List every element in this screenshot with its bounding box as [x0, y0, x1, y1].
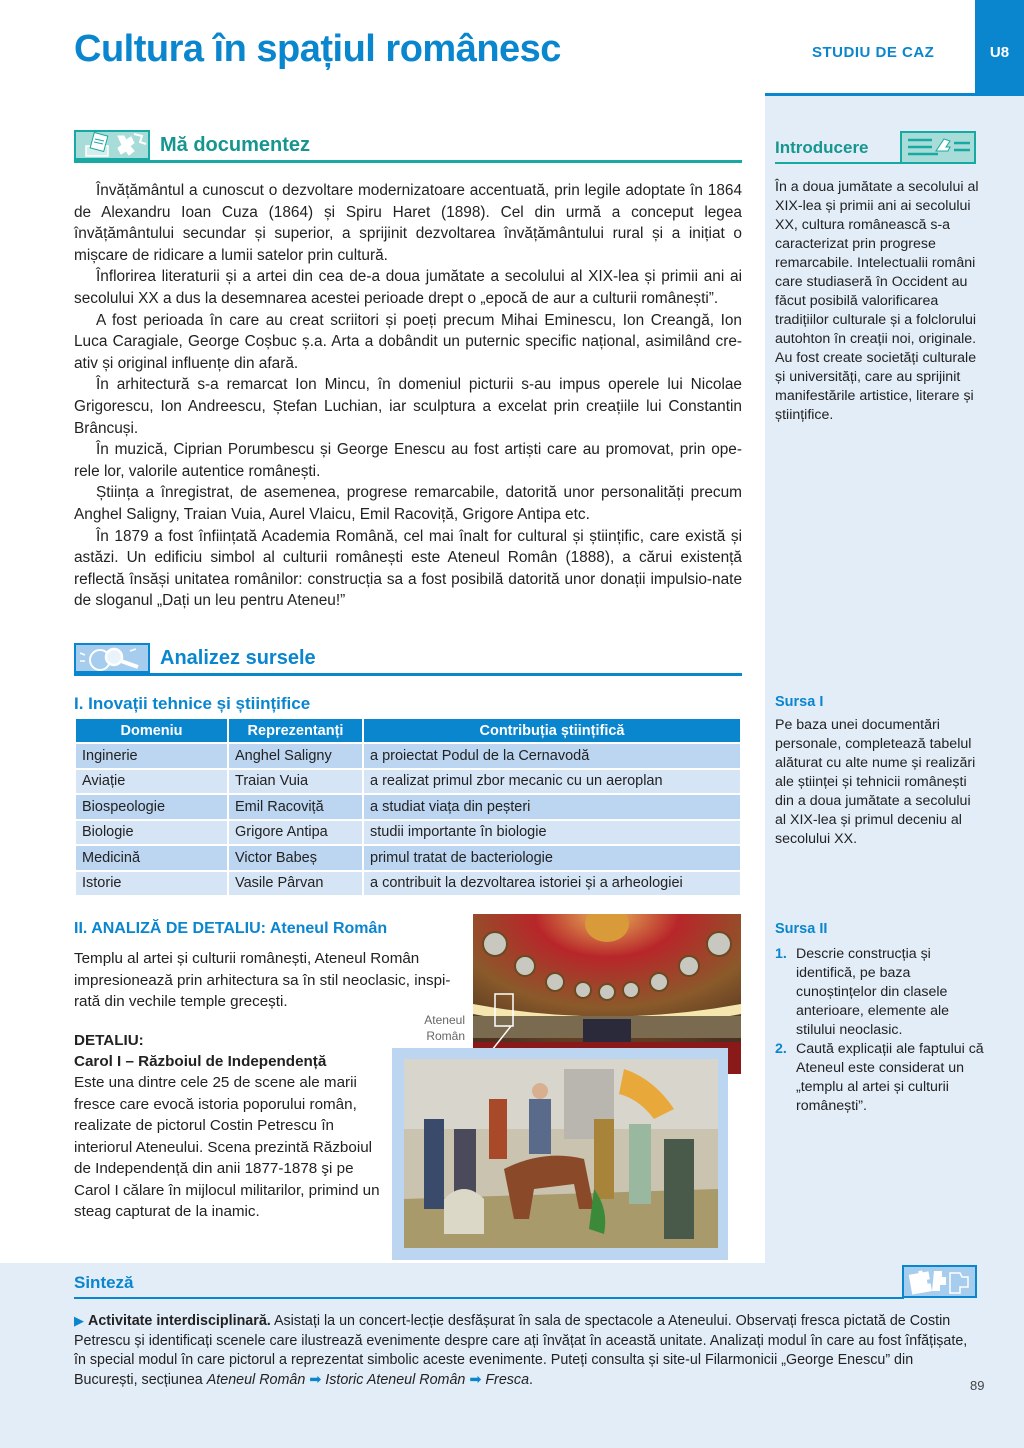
bullet-triangle-icon: ▶: [74, 1313, 84, 1328]
column-header: Domeniu: [76, 719, 227, 742]
paragraph: În muzică, Ciprian Porumbescu și George Enescu au fost artiști care au promovat, prin ope-rele lor, valorile autentice românești.: [74, 441, 742, 480]
table-header-row: [76, 719, 740, 742]
unit-tab: U8: [975, 0, 1024, 93]
path-step: Istoric Ateneul Român: [325, 1371, 466, 1388]
analizez-sursele-header: [74, 640, 742, 676]
cell-domeniu: Biologie: [76, 821, 227, 845]
sentence-end: .: [529, 1371, 534, 1388]
sursa2-list: [775, 945, 985, 1116]
arrow-right-icon: ➡: [469, 1371, 482, 1388]
image-caption: [400, 1012, 465, 1044]
cell-reprezentanti: Emil Racoviță: [229, 795, 362, 819]
item-number: 1.: [775, 946, 787, 962]
caption-line: Ateneul: [424, 1013, 465, 1027]
cell-contributie: primul tratat de bacteriologie: [364, 846, 740, 870]
activity-text: Asistați la un concert-lecție desfășurat în sala de spectacole a Ateneului. Observați fresca pictată de Costin Petrescu și identificați scenele care ilustrează evenimente despre care ați învățat în această unitate. Analizați modul în care au fost înfățișate, în special modul în care pictorul a reprezentat simbolic aceste evenimente. Puteți consulta și site-ul Filarmonicii „George Enescu” din București, secțiunea: [74, 1313, 968, 1388]
path-step: Ateneul Român: [206, 1371, 306, 1388]
caption-line: Român: [426, 1029, 465, 1043]
introducere-underline: [775, 162, 900, 164]
sinteza-text: [74, 1311, 978, 1390]
section-title: Mă documentez: [160, 134, 311, 156]
cell-reprezentanti: Anghel Saligny: [229, 744, 362, 768]
list-item: [775, 1040, 985, 1116]
path-step: Fresca: [485, 1371, 530, 1388]
sinteza-header: [74, 1270, 904, 1299]
cell-contributie: a realizat primul zbor mecanic cu un aeroplan: [364, 770, 740, 794]
cell-reprezentanti: Traian Vuia: [229, 770, 362, 794]
introducere-title: Introducere: [775, 138, 869, 157]
cell-contributie: a studiat viața din peșteri: [364, 795, 740, 819]
table-row: [76, 770, 740, 794]
sursa1-text: Pe baza unei documentări personale, completează tabelul alăturat cu alte nume și realizări ale științei și tehnicii românești din a doua jumătate a secolului al XIX-lea și primul deceniu al secolului XX.: [775, 717, 976, 847]
detail-text: Este una dintre cele 25 de scene ale marii fresce care evocă istoria poporului român, realizate de pictorul Costin Petrescu în interiorul Ateneului. Scena prezintă Războiul de Independență din anii 1877-1878 şi pe Carol I călare în mijlocul militarilor, primind un steag capturat de la inamic.: [74, 1074, 380, 1220]
table-row: [76, 821, 740, 845]
globe-magnifier-icon: [74, 643, 150, 673]
cell-domeniu: Medicină: [76, 846, 227, 870]
cell-contributie: studii importante în biologie: [364, 821, 740, 845]
part2-title: II. ANALIZĂ DE DETALIU: Ateneul Român: [74, 920, 388, 937]
cell-contributie: a proiectat Podul de la Cernavodă: [364, 744, 740, 768]
item-text: Descrie construcția și identifică, pe baza cunoștințelor din clasele anterioare, elemente ale stilului neoclasic.: [796, 946, 950, 1038]
table-row: [76, 744, 740, 768]
item-text: Caută explicații ale faptului că Ateneul este considerat un „templu al artei și culturii românești”.: [796, 1041, 984, 1114]
part2-intro: Templu al artei și culturii românești, Ateneul Român impresionează prin arhitectura sa în stil neoclasic, inspi-rată din vechile temple grecești.: [74, 950, 451, 1010]
activity-lead: Activitate interdisciplinară.: [88, 1313, 271, 1329]
page-title: Cultura în spațiul românesc: [74, 28, 561, 70]
cell-domeniu: Istorie: [76, 872, 227, 896]
section-title: Sinteză: [74, 1273, 134, 1292]
table-row: [76, 872, 740, 896]
cell-reprezentanti: Grigore Antipa: [229, 821, 362, 845]
section-title: Analizez sursele: [160, 647, 316, 669]
paragraph: A fost perioada în care au creat scriitori și poeți precum Mihai Eminescu, Ion Creangă, Ion Luca Caragiale, George Coșbuc ș.a. Arta a dobândit un puternic specific național, asimilând cre-ativ și original influențe din afară.: [74, 311, 742, 372]
paragraph: Învățământul a cunoscut o dezvoltare modernizatoare accentuată, prin legile adoptate în 1864 de Alexandru Ioan Cuza (1864) și Spiru Haret (1898). Cel din urmă a conceput legea învățământului secundar și superior, a sprijinit dezvoltarea învățământului rural și a inițiat o mișcare de ridicare a lumii satelor prin cultură.: [74, 182, 742, 264]
cell-domeniu: Inginerie: [76, 744, 227, 768]
cell-domeniu: Aviație: [76, 770, 227, 794]
paragraph: În arhitectură s-a remarcat Ion Mincu, în domeniul picturii s-au impus operele lui Nicolae Grigorescu, Ion Andreescu, Ștefan Luchian, iar sculptura a excelat prin creațiile lui Constantin Brâncuși.: [74, 376, 742, 437]
cell-reprezentanti: Victor Babeș: [229, 846, 362, 870]
fresco-image: [404, 1059, 718, 1248]
section-label: STUDIU DE CAZ: [812, 44, 935, 61]
cell-domeniu: Biospeologie: [76, 795, 227, 819]
item-number: 2.: [775, 1041, 787, 1057]
ma-documentez-text: [74, 180, 742, 612]
paragraph: Înflorirea literaturii și a artei din cea de-a doua jumătate a secolului al XIX-lea și primii ani ai secolului XX a dus la desemnarea acestei perioade drept o „epocă de aur a culturii românești”.: [74, 268, 742, 307]
list-item: [775, 945, 985, 1040]
sursa2-title: Sursa II: [775, 921, 828, 937]
column-header: Reprezentanți: [229, 719, 362, 742]
puzzle-icon: [902, 1265, 977, 1298]
paragraph: În 1879 a fost înființată Academia Română, cel mai înalt for cultural și științific, care există și astăzi. Un edificiu simbol al culturii românești este Ateneul Român (1888), a cărui existență reflectă însăși unitatea românilor: construcția sa a fost posibilă datorită unor donații impulsio-nate de sloganul „Dați un leu pentru Ateneu!”: [74, 527, 742, 610]
detail-title: Carol I – Războiul de Independență: [74, 1053, 327, 1070]
detail-label: DETALIU:: [74, 1032, 144, 1049]
cell-reprezentanti: Vasile Pârvan: [229, 872, 362, 896]
documents-puzzle-icon: [74, 130, 150, 160]
paragraph: Știința a înregistrat, de asemenea, progrese remarcabile, datorită unor personalități precum Anghel Saligny, Traian Vuia, Aurel Vlaicu, Emil Racoviță, Grigore Antipa etc.: [74, 484, 742, 523]
table-row: [76, 846, 740, 870]
column-header: Contribuția științifică: [364, 719, 740, 742]
page-number: 89: [970, 1378, 985, 1393]
part1-title: I. Inovații tehnice și științifice: [74, 694, 311, 713]
sursa1-title: Sursa I: [775, 694, 824, 710]
ma-documentez-header: [74, 127, 742, 163]
table-row: [76, 795, 740, 819]
writing-hand-icon: [900, 131, 976, 164]
arrow-right-icon: ➡: [309, 1371, 322, 1388]
introducere-text: În a doua jumătate a secolului al XIX-lea și primii ani ai secolului XX, cultura românească s-a caracterizat prin progrese remarcabile. Intelectualii români care studiaseră în Occident au făcut posibilă valorificarea tradițiilor culturale și a folclorului autohton în creații noi, originale. Au fost create societăți culturale și universități, care au sprijinit manifestările artistice, literare și științifice.: [775, 179, 979, 423]
science-table: [74, 717, 742, 897]
cell-contributie: a contribuit la dezvoltarea istoriei și a arheologiei: [364, 872, 740, 896]
